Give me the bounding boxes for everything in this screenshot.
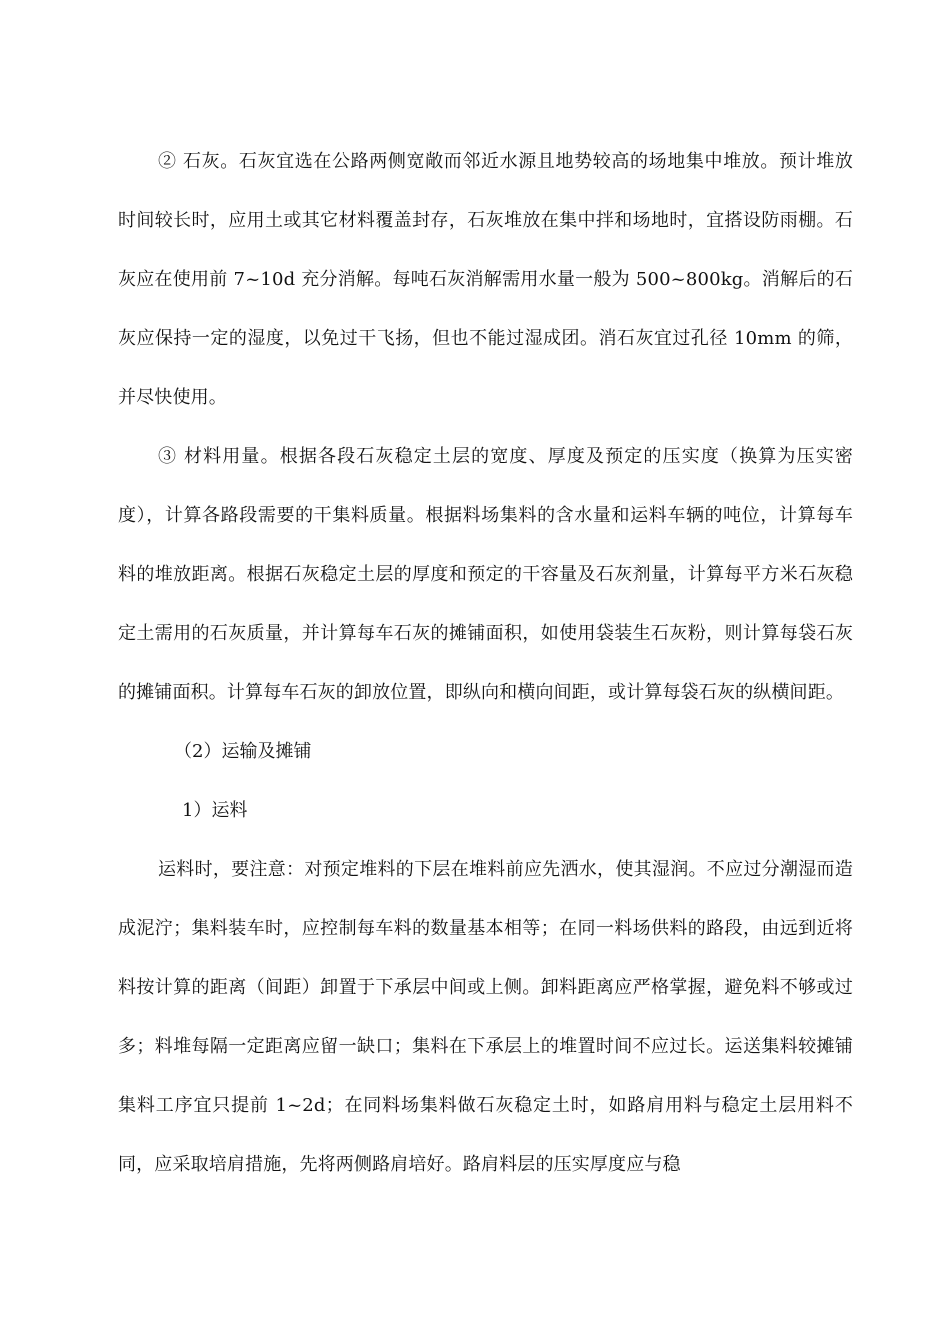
section-heading-transport-spreading: （2）运输及摊铺 xyxy=(174,741,312,762)
document-body xyxy=(118,132,853,1194)
subsection-heading-hauling: 1）运料 xyxy=(182,800,248,821)
paragraph-hauling-notes: 运料时，要注意：对预定堆料的下层在堆料前应先洒水，使其湿润。不应过分潮湿而造成泥泞；集料装车时，应控制每车料的数量基本相等；在同一料场供料的路段，由远到近将料按计算的距离（间距）卸置于下承层中间或上侧。卸料距离应严格掌握，避免料不够或过多；料堆每隔一定距离应留一缺口；集料在下承层上的堆置时间不应过长。运送集料较摊铺集料工序宜只提前 1~2d；在同料场集料做石灰稳定土时，如路肩用料与稳定土层用料不同，应采取培肩措施，先将两侧路肩培好。路肩料层的压实厚度应与稳 xyxy=(118,859,853,1175)
paragraph-material-quantity: ③ 材料用量。根据各段石灰稳定土层的宽度、厚度及预定的压实度（换算为压实密度），计算各路段需要的干集料质量。根据料场集料的含水量和运料车辆的吨位，计算每车料的堆放距离。根据石灰稳定土层的厚度和预定的干容量及石灰剂量，计算每平方米石灰稳定土需用的石灰质量，并计算每车石灰的摊铺面积，如使用袋装生石灰粉，则计算每袋石灰的摊铺面积。计算每车石灰的卸放位置，即纵向和横向间距，或计算每袋石灰的纵横间距。 xyxy=(118,446,853,703)
paragraph-lime-storage: ② 石灰。石灰宜选在公路两侧宽敞而邻近水源且地势较高的场地集中堆放。预计堆放时间较长时，应用土或其它材料覆盖封存，石灰堆放在集中拌和场地时，宜搭设防雨棚。石灰应在使用前 7~10d 充分消解。每吨石灰消解需用水量一般为 500~800kg。消解后的石灰应保持一定的湿度，以免过干飞扬，但也不能过湿成团。消石灰宜过孔径 10mm 的筛，并尽快使用。 xyxy=(118,151,853,408)
